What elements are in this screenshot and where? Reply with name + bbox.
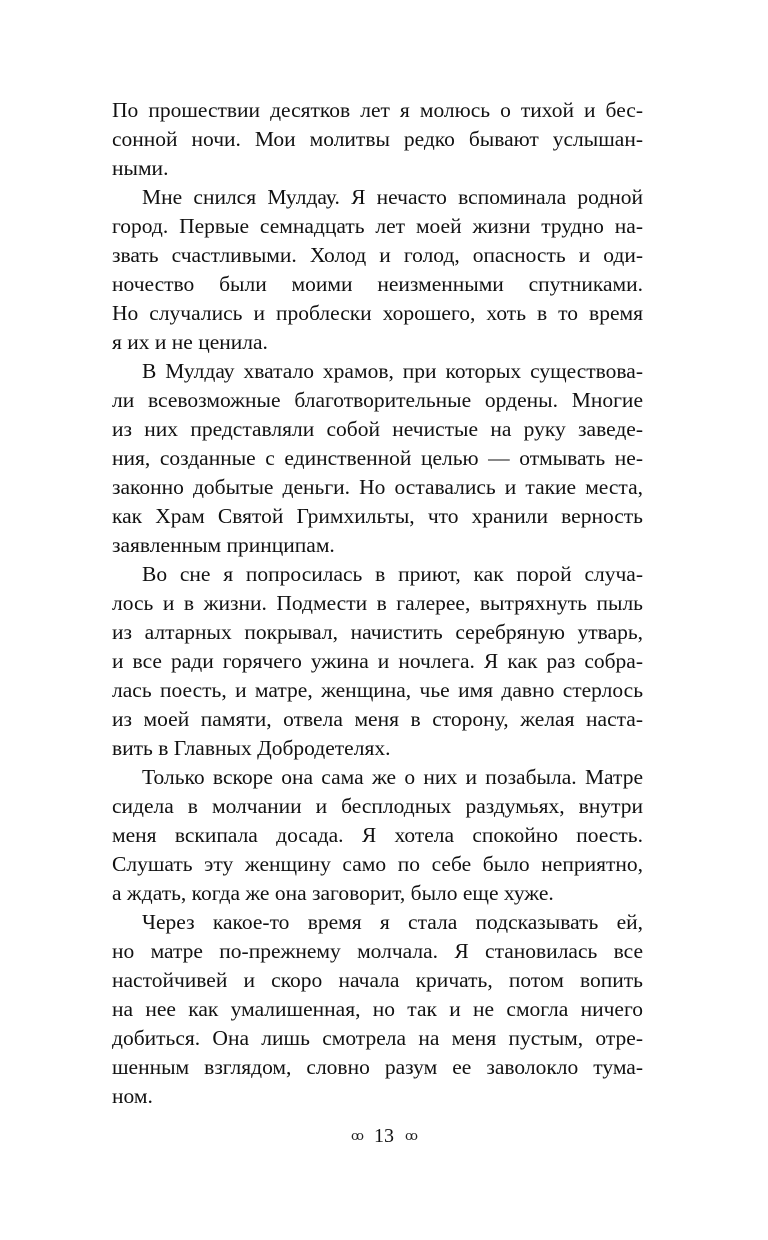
text-line: сидела в молчании и бесплодных раздумьях, внутри bbox=[112, 794, 643, 818]
paragraph-4 bbox=[112, 560, 643, 763]
text-line: Мне снился Мулдау. Я нечасто вспоминала родной bbox=[142, 185, 643, 209]
text-line: ными. bbox=[112, 156, 169, 180]
text-line: вить в Главных Добродетелях. bbox=[112, 736, 391, 760]
text-line: лась поесть, и матре, женщина, чье имя давно стерлось bbox=[112, 678, 643, 702]
text-line: добиться. Она лишь смотрела на меня пустым, отре- bbox=[112, 1026, 643, 1050]
text-line: звать счастливыми. Холод и голод, опасность и оди- bbox=[112, 243, 643, 267]
text-line: меня вскипала досада. Я хотела спокойно поесть. bbox=[112, 823, 643, 847]
paragraph-1 bbox=[112, 96, 643, 183]
text-line: шенным взглядом, словно разум ее заволокло тума- bbox=[112, 1055, 643, 1079]
text-line: Через какое-то время я стала подсказывать ей, bbox=[142, 910, 643, 934]
text-line: а ждать, когда же она заговорит, было еще хуже. bbox=[112, 881, 554, 905]
text-line: В Мулдау хватало храмов, при которых существова- bbox=[142, 359, 643, 383]
book-page-body bbox=[112, 96, 643, 1111]
paragraph-2 bbox=[112, 183, 643, 357]
ornament-left-icon: ꝏ bbox=[351, 1128, 363, 1144]
text-line: По прошествии десятков лет я молюсь о тихой и бес- bbox=[112, 98, 643, 122]
ornament-right-icon: ꝏ bbox=[405, 1128, 417, 1144]
page-number: 13 bbox=[374, 1125, 394, 1148]
paragraph-3 bbox=[112, 357, 643, 560]
text-line: ния, созданные с единственной целью — отмывать не- bbox=[112, 446, 643, 470]
text-line: сонной ночи. Мои молитвы редко бывают услышан- bbox=[112, 127, 643, 151]
text-line: законно добытые деньги. Но оставались и такие места, bbox=[112, 475, 643, 499]
text-line: Но случались и проблески хорошего, хоть в то время bbox=[112, 301, 643, 325]
text-line: Во сне я попросилась в приют, как порой случа- bbox=[142, 562, 643, 586]
text-line: на нее как умалишенная, но так и не смогла ничего bbox=[112, 997, 643, 1021]
text-line: из них представляли собой нечистые на руку заведе- bbox=[112, 417, 643, 441]
text-line: и все ради горячего ужина и ночлега. Я как раз собра- bbox=[112, 649, 643, 673]
text-line: ном. bbox=[112, 1084, 153, 1108]
text-line: город. Первые семнадцать лет моей жизни трудно на- bbox=[112, 214, 643, 238]
text-line: из моей памяти, отвела меня в сторону, желая наста- bbox=[112, 707, 643, 731]
text-line: настойчивей и скоро начала кричать, потом вопить bbox=[112, 968, 643, 992]
text-line: из алтарных покрывал, начистить серебряную утварь, bbox=[112, 620, 643, 644]
paragraph-5 bbox=[112, 763, 643, 908]
text-line: Слушать эту женщину само по себе было неприятно, bbox=[112, 852, 643, 876]
text-line: но матре по-прежнему молчала. Я становилась все bbox=[112, 939, 643, 963]
page-number-footer bbox=[0, 1123, 768, 1148]
paragraph-6 bbox=[112, 908, 643, 1111]
text-line: как Храм Святой Гримхильты, что хранили верность bbox=[112, 504, 643, 528]
text-line: Только вскоре она сама же о них и позабыла. Матре bbox=[142, 765, 643, 789]
text-line: ночество были моими неизменными спутниками. bbox=[112, 272, 643, 296]
text-line: лось и в жизни. Подмести в галерее, вытряхнуть пыль bbox=[112, 591, 643, 615]
text-line: заявленным принципам. bbox=[112, 533, 335, 557]
text-line: ли всевозможные благотворительные ордены. Многие bbox=[112, 388, 643, 412]
text-line: я их и не ценила. bbox=[112, 330, 268, 354]
